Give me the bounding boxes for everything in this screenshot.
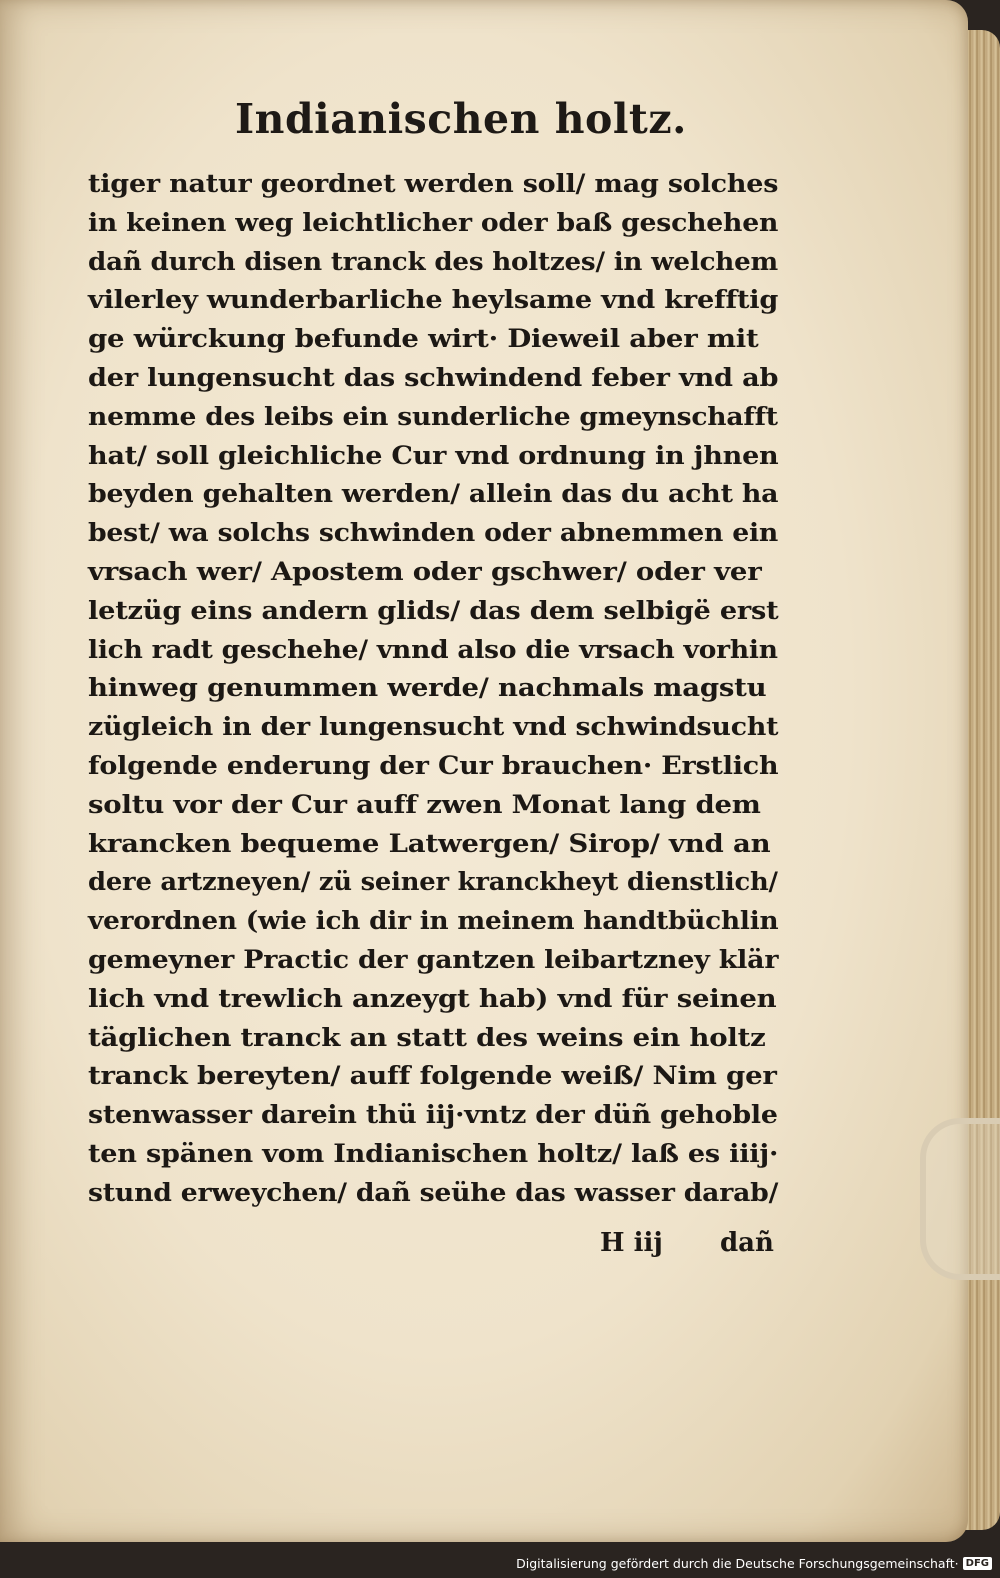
catchword: dañ <box>720 1228 774 1258</box>
digitization-credit <box>516 1552 992 1574</box>
running-head: Indianischen holtz. <box>235 95 687 143</box>
page-footer <box>600 1228 790 1268</box>
credit-text: Digitalisierung gefördert durch die Deutsche Forschungsgemeinschaft· <box>516 1555 959 1571</box>
book-clasp <box>920 1118 1000 1280</box>
signature-mark: H iij <box>600 1228 663 1258</box>
body-text: tiger natur geordnet werden soll/ mag solches in keinen weg leichtlicher oder baß geschehen dañ durch disen tranck des holtzes/ in welchem vilerley wunderbarliche heylsame vnd krefftig ge würckung befunde wirt· Dieweil aber mit der lungensucht das schwindend feber vnd ab nemme des leibs ein sunderliche gmeynschafft hat/ soll gleichliche Cur vnd ordnung in jhnen beyden gehalten werden/ allein das du acht ha best/ wa solchs schwinden oder abnemmen ein vrsach wer/ Apostem oder gschwer/ oder ver letzüg eins andern glids/ das dem selbigë erst lich radt geschehe/ vnnd also die vrsach vorhin hinweg genummen werde/ nachmals magstu zügleich in der lungensucht vnd schwindsucht folgende enderung der Cur brauchen· Erstlich soltu vor der Cur auff zwen Monat lang dem krancken bequeme Latwergen/ Sirop/ vnd an dere artzneyen/ zü seiner kranckheyt dienstlich/ verordnen (wie ich dir in meinem handtbüchlin gemeyner Practic der gantzen leibartzney klär lich vnd trewlich anzeygt hab) vnd für seinen täglichen tranck an statt des weins ein holtz tranck bereyten/ auff folgende weiß/ Nim ger stenwasser darein thü iij·vntz der düñ gehoble ten spänen vom Indianischen holtz/ laß es iiij· stund erweychen/ dañ seühe das wasser darab/ <box>88 169 779 1208</box>
dfg-logo-icon: DFG <box>963 1557 992 1570</box>
